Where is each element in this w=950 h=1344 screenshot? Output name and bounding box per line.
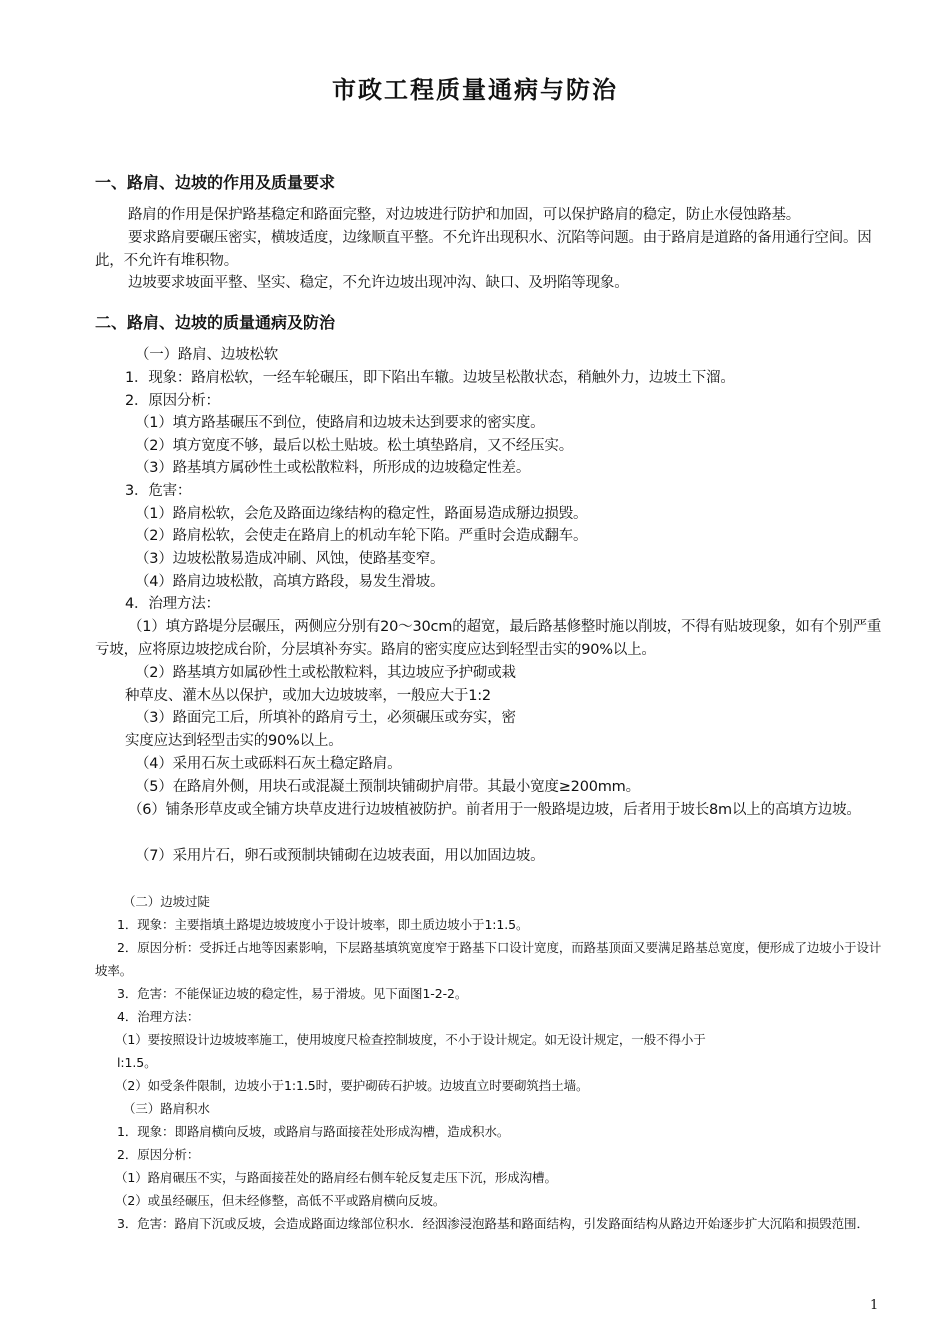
list-item: （2）路肩松软，会使走在路肩上的机动车轮下陷。严重时会造成翻车。 [135, 528, 588, 544]
list-item-continuation: l:1.5。 [117, 1055, 157, 1070]
section-2-heading: 二、路肩、边坡的质量通病及防治 [95, 313, 336, 332]
list-item: （2）或虽经碾压，但未经修整，高低不平或路肩横向反坡。 [115, 1193, 446, 1208]
list-item: （2）路基填方如属砂性土或松散粒料，其边坡应予护砌或栽 [135, 665, 516, 681]
section-1-heading: 一、路肩、边坡的作用及质量要求 [95, 173, 336, 192]
paragraph: 边坡要求坡面平整、坚实、稳定，不允许边坡出现冲沟、缺口、及坍陷等现象。 [128, 275, 629, 291]
list-item: （3）路基填方属砂性土或松散粒料，所形成的边坡稳定性差。 [135, 460, 531, 476]
list-item: （1）要按照设计边坡坡率施工，使用坡度尺检查控制坡度，不小于设计规定。如无设计规定，一般不得小于 [115, 1032, 706, 1047]
paragraph: 2．原因分析： [125, 393, 220, 409]
paragraph: 路肩的作用是保护路基稳定和路面完整，对边坡进行防护和加固，可以保护路肩的稳定，防止水侵蚀路基。 [128, 207, 801, 223]
list-item: （1）路肩松软，会危及路面边缘结构的稳定性，路面易造成掰边损毁。 [135, 506, 588, 522]
subsection-title: （二）边坡过陡 [123, 894, 210, 909]
subsection-title: （三）路肩积水 [123, 1101, 210, 1116]
list-item: （1）填方路基碾压不到位，使路肩和边坡未达到要求的密实度。 [135, 415, 545, 431]
list-item: （7）采用片石，卵石或预制块铺砌在边坡表面，用以加固边坡。 [135, 848, 545, 864]
list-item: （3）边坡松散易造成冲刷、风蚀，使路基变窄。 [135, 551, 445, 567]
list-item: （2）如受条件限制，边坡小于1:1.5时，要护砌砖石护坡。边坡直立时要砌筑挡土墙。 [115, 1078, 589, 1093]
list-item-continuation: 实度应达到轻型击实的90%以上。 [125, 733, 343, 749]
paragraph: 2．原因分析：受拆迁占地等因素影响，下层路基填筑宽度窄于路基下口设计宽度，而路基顶面又要满足路基总宽度，便形成了边坡小于设计坡率。 [95, 940, 882, 978]
list-item: （1）路肩碾压不实，与路面接茬处的路肩经右侧车轮反复走压下沉，形成沟槽。 [115, 1170, 557, 1185]
paragraph: 3．危害：路肩下沉或反坡，会造成路面边缘部位积水．经洇渗浸泡路基和路面结构，引发路面结构从路边开始逐步扩大沉陷和损毁范围． [117, 1216, 869, 1231]
paragraph: 1．现象：路肩松软，一经车轮碾压，即下陷出车辙。边坡呈松散状态，稍触外力，边坡土下溜。 [125, 370, 735, 386]
paragraph: 4．治理方法： [125, 596, 220, 612]
list-item: （5）在路肩外侧，用块石或混凝土预制块铺砌护肩带。其最小宽度≥200mm。 [135, 779, 640, 795]
list-item: （6）铺条形草皮或全铺方块草皮进行边坡植被防护。前者用于一般路堤边坡，后者用于坡长8m以上的高填方边坡。 [128, 802, 861, 818]
page-number: 1 [870, 1298, 879, 1313]
paragraph: 3．危害： [125, 483, 192, 499]
list-item: （2）填方宽度不够，最后以松土贴坡。松土填垫路肩，又不经压实。 [135, 438, 574, 454]
subsection-title: （一）路肩、边坡松软 [135, 347, 278, 363]
list-item: （3）路面完工后，所填补的路肩亏土，必须碾压或夯实，密 [135, 710, 516, 726]
paragraph: 要求路肩要碾压密实，横坡适度，边缘顺直平整。不允许出现积水、沉陷等问题。由于路肩是道路的备用通行空间。因此，不允许有堆积物。 [95, 230, 872, 269]
paragraph: 1．现象：主要指填土路堤边坡坡度小于设计坡率，即土质边坡小于1:1.5。 [117, 917, 529, 932]
paragraph: 3．危害：不能保证边坡的稳定性，易于滑坡。见下面图1-2-2。 [117, 986, 468, 1001]
page-title: 市政工程质量通病与防治 [332, 75, 618, 104]
list-item: （1）填方路堤分层碾压，两侧应分别有20～30cm的超宽，最后路基修整时施以削坡，不得有贴坡现象，如有个别严重亏坡，应将原边坡挖成台阶，分层填补夯实。路肩的密实度应达到轻型击实的90%以上。 [95, 619, 882, 658]
list-item-continuation: 种草皮、灌木丛以保护，或加大边坡坡率，一般应大于1:2 [125, 688, 491, 704]
paragraph: 4．治理方法： [117, 1009, 200, 1024]
list-item: （4）路肩边坡松散，高填方路段，易发生滑坡。 [135, 574, 445, 590]
paragraph: 1．现象：即路肩横向反坡，或路肩与路面接茬处形成沟槽，造成积水。 [117, 1124, 510, 1139]
list-item: （4）采用石灰土或砾料石灰土稳定路肩。 [135, 756, 402, 772]
paragraph: 2．原因分析： [117, 1147, 200, 1162]
